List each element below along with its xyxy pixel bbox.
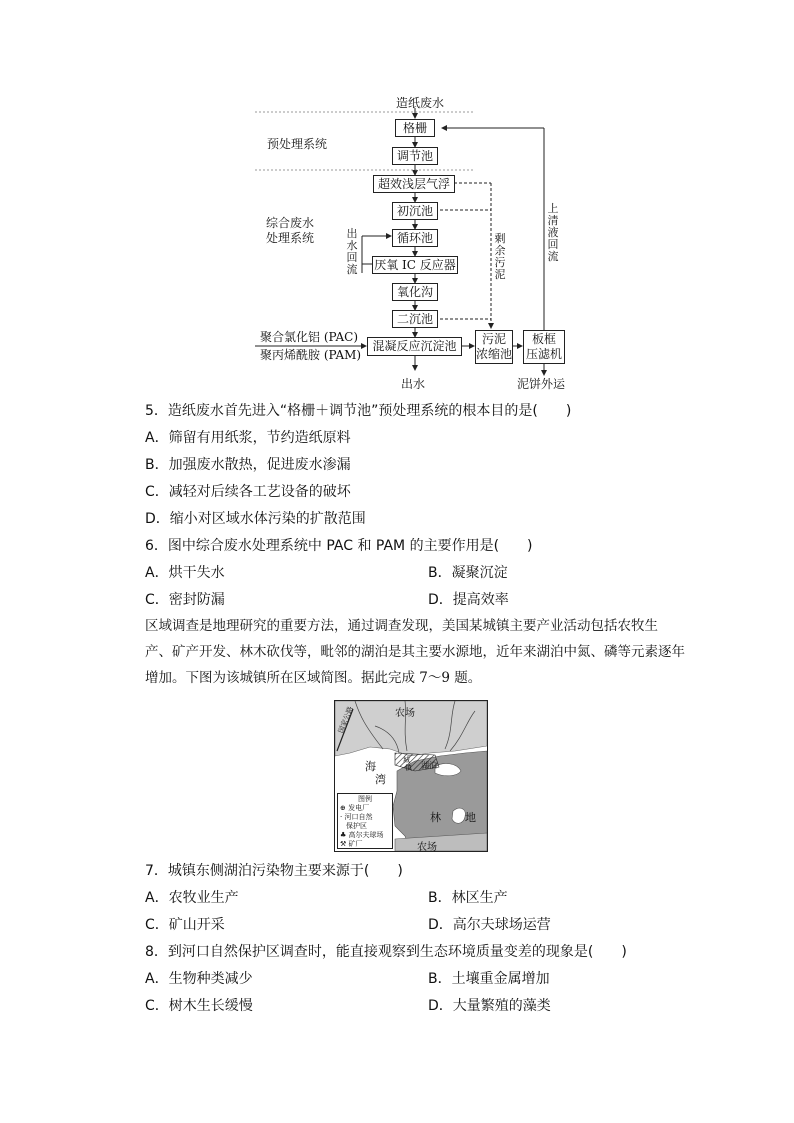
float-box: 超效浅层气浮	[373, 175, 455, 193]
grille-box: 格栅	[395, 119, 435, 137]
question-6-option-b: B．凝聚沉淀	[428, 565, 508, 581]
secondary-tank-box: 二沉池	[392, 310, 438, 328]
question-6-stem: 6．图中综合废水处理系统中 PAC 和 PAM 的主要作用是( )	[145, 538, 533, 554]
question-7-stem: 7．城镇东侧湖泊污染物主要来源于( )	[145, 863, 403, 879]
passage-line-2: 产、矿产开发、林木砍伐等，毗邻的湖泊是其主要水源地，近年来湖泊中氮、磷等元素逐年	[145, 644, 685, 660]
question-8-option-b: B．土壤重金属增加	[428, 971, 550, 987]
oxidation-ditch-box: 氧化沟	[392, 283, 438, 301]
legend-mine: ⚒ 矿厂	[340, 840, 363, 848]
stage-main-label-2: 处理系统	[266, 231, 315, 245]
primary-tank-box: 初沉池	[392, 202, 438, 220]
stage-main-label-1: 综合废水	[266, 216, 315, 230]
map-forest-2: 地	[465, 811, 476, 824]
filter-press-box	[523, 330, 565, 364]
map-town-1: 城	[403, 756, 410, 764]
sludge-thickener-label-1: 污泥	[481, 332, 506, 346]
question-6-option-c: C．密封防漏	[145, 592, 225, 608]
map-forest-1: 林	[430, 811, 441, 824]
question-7-option-c: C．矿山开采	[145, 917, 225, 933]
supernatant-return-label: 上清液回流	[547, 202, 559, 263]
pam-label: 聚丙烯酰胺 (PAM)	[260, 348, 362, 362]
adjust-tank-box: 调节池	[392, 147, 438, 165]
pac-label: 聚合氯化铝 (PAC)	[260, 330, 358, 344]
question-5-option-d: D．缩小对区域水体污染的扩散范围	[145, 511, 366, 527]
question-6-option-a: A．烘干失水	[145, 565, 225, 581]
residual-sludge-label: 剩余污泥	[494, 232, 506, 281]
question-8-stem: 8．到河口自然保护区调查时，能直接观察到生态环境质量变差的现象是( )	[145, 944, 627, 960]
question-7-option-a: A．农牧业生产	[145, 890, 239, 906]
input-label: 造纸废水	[396, 96, 445, 110]
map-town-2: 镇	[405, 764, 412, 772]
passage-line-3: 增加。下图为该城镇所在区域简图。据此完成 7～9 题。	[145, 670, 482, 686]
sludge-thickener-label-2: 浓缩池	[476, 347, 513, 361]
question-5-option-b: B．加强废水散热，促进废水渗漏	[145, 457, 351, 473]
ic-reactor-box: 厌氧 IC 反应器	[372, 256, 458, 274]
outflow-return-label: 出水回流	[346, 227, 358, 276]
map-road: 国家公路	[336, 705, 355, 735]
legend-golf: ♣ 高尔夫球场	[340, 831, 384, 839]
circulate-tank-box: 循环池	[392, 229, 438, 247]
filter-press-label-2: 压滤机	[525, 347, 562, 361]
question-6-option-d: D．提高效率	[428, 592, 509, 608]
coagulation-tank-box: 混凝反应沉淀池	[367, 337, 462, 356]
passage-line-1: 区域调查是地理研究的重要方法，通过调查发现，美国某城镇主要产业活动包括农牧生	[145, 618, 658, 634]
legend-reserve-1: · 河口自然	[340, 813, 373, 821]
map-bay-2: 湾	[375, 773, 386, 786]
map-lake: 湖泊	[421, 761, 437, 770]
question-7-option-d: D．高尔夫球场运营	[428, 917, 551, 933]
question-5-option-c: C．减轻对后续各工艺设备的破坏	[145, 484, 351, 500]
map-farm-bottom: 农场	[417, 842, 437, 852]
out-water-label: 出水	[401, 377, 426, 391]
question-8-option-d: D．大量繁殖的藻类	[428, 998, 551, 1014]
map-legend	[337, 793, 393, 849]
region-map	[334, 700, 488, 852]
question-5-stem: 5．造纸废水首先进入“格栅＋调节池”预处理系统的根本目的是( )	[145, 403, 572, 419]
process-flowchart	[250, 90, 580, 395]
question-8-option-c: C．树木生长缓慢	[145, 998, 253, 1014]
legend-title: 图例	[358, 795, 372, 803]
question-8-option-a: A．生物种类减少	[145, 971, 253, 987]
legend-reserve-2: 保护区	[346, 822, 367, 830]
passage	[145, 613, 690, 691]
sludge-cake-label: 泥饼外运	[517, 377, 566, 391]
map-farm-top: 农场	[395, 708, 415, 719]
question-7-option-b: B．林区生产	[428, 890, 508, 906]
question-5-option-a: A．筛留有用纸浆，节约造纸原料	[145, 430, 351, 446]
stage-pre-label: 预处理系统	[267, 137, 328, 151]
filter-press-label-1: 板框	[531, 332, 556, 346]
legend-power-plant: ⊕ 发电厂	[340, 804, 370, 812]
sludge-thickener-box	[475, 330, 513, 364]
map-bay-1: 海	[365, 760, 376, 773]
